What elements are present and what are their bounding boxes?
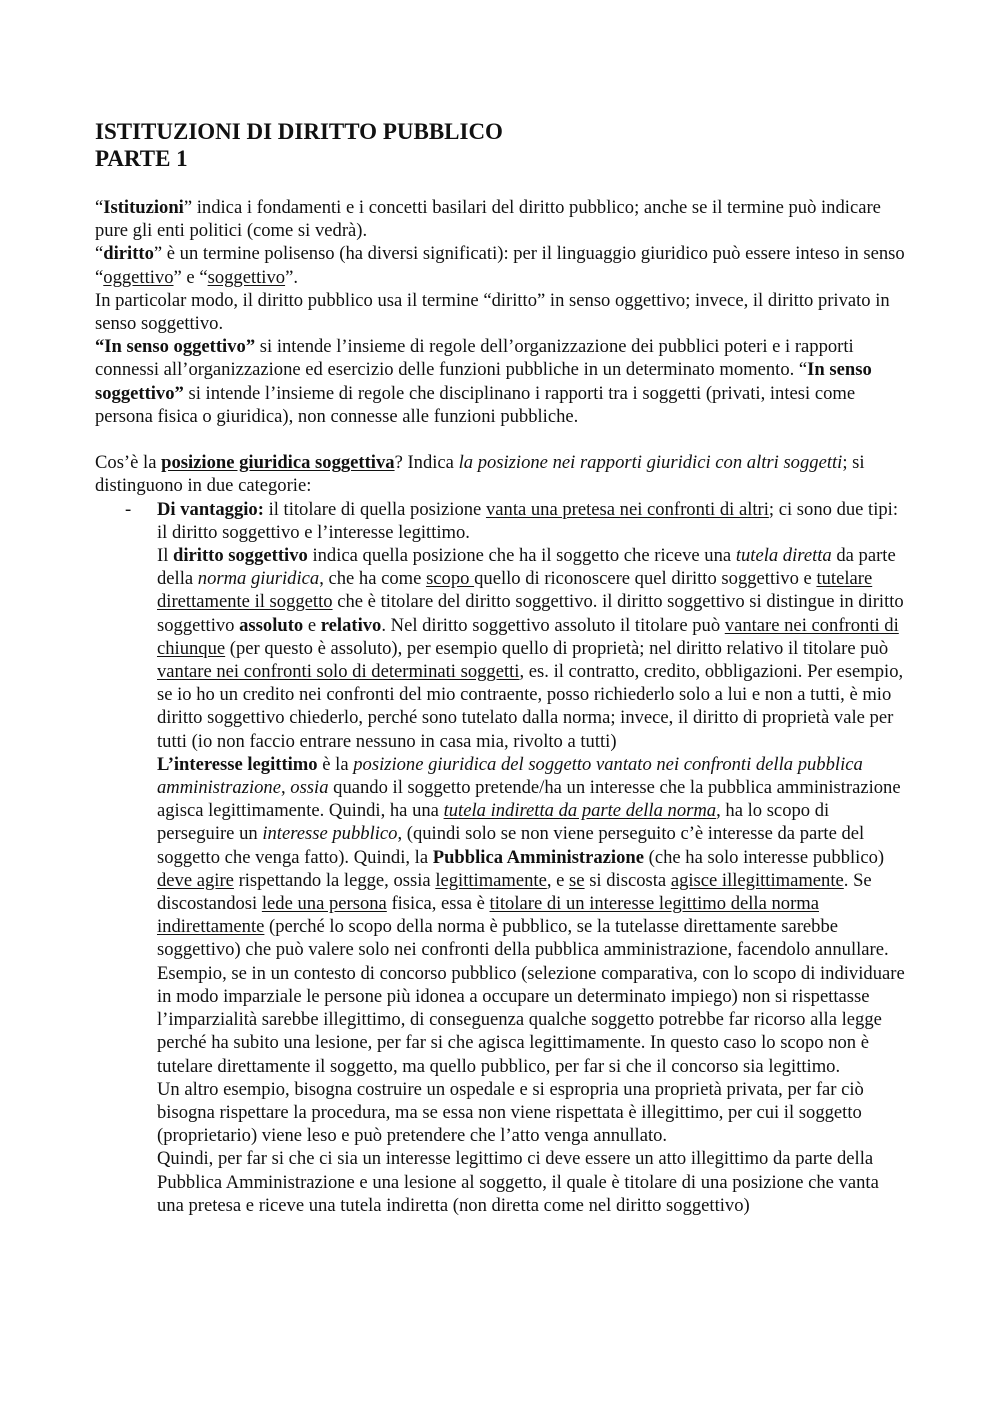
text-span: , che ha come bbox=[319, 568, 427, 590]
text-span: “ bbox=[95, 197, 104, 218]
text-span: e bbox=[303, 614, 321, 636]
text-span: ; ci sono due tipi: il diritto soggettivo e l’interesse legittimo. bbox=[157, 498, 899, 543]
text-span: indica quella posizione che ha il soggetto che riceve una bbox=[307, 545, 736, 567]
italic-text: tutela diretta bbox=[735, 545, 832, 567]
text-span: è la bbox=[317, 753, 354, 775]
text-span: ; si distinguono in due categorie: bbox=[95, 452, 865, 497]
text-span: , es. il contratto, credito, obbligazioni. Per esempio, se io ho un credito nei confronti del mio contraente, posso richiederlo solo a lui e non a tutti, è mio diritto soggettivo chiederlo, perché sono tutelato dalla norma; invece, il diritto di proprietà vale per tutti (io non faccio entrare nessuno in casa mia, rivolto a tutti) bbox=[157, 661, 904, 752]
underlined-term: legittimamente bbox=[435, 869, 547, 891]
paragraph-istituzioni bbox=[95, 196, 910, 242]
bold-term: L’interesse legittimo bbox=[157, 753, 318, 775]
italic-text: interesse pubblico bbox=[262, 823, 398, 845]
text-span: rispettando la legge, ossia bbox=[233, 869, 436, 891]
underlined-term: vantare nei confronti di chiunque bbox=[157, 614, 899, 659]
text-span: Cos’è la bbox=[95, 452, 162, 474]
bold-term: In senso soggettivo” bbox=[95, 359, 872, 404]
document-title bbox=[95, 118, 503, 172]
text-span: quello di riconoscere quel diritto soggettivo e bbox=[474, 568, 817, 590]
bullet-dash: - bbox=[125, 498, 132, 520]
underlined-term: agisce illegittimamente bbox=[670, 869, 844, 891]
paragraph-posizione bbox=[95, 451, 910, 497]
bold-term: Pubblica Amministrazione bbox=[432, 846, 644, 868]
bold-term: relativo bbox=[320, 614, 382, 636]
bold-term: diritto soggettivo bbox=[173, 545, 308, 567]
italic-text: la posizione nei rapporti giuridici con altri soggetti bbox=[458, 452, 843, 474]
text-span: , e bbox=[546, 869, 570, 891]
underlined-term: soggettivo bbox=[207, 266, 286, 288]
title-line-1: ISTITUZIONI DI DIRITTO PUBBLICO bbox=[95, 119, 503, 144]
bold-term: Istituzioni bbox=[103, 197, 184, 218]
text-span: , bbox=[280, 777, 291, 799]
paragraph-diritto-soggettivo bbox=[95, 544, 910, 753]
text-span: si discosta bbox=[584, 869, 671, 891]
underlined-term: titolare di un interesse legittimo della norma indirettamente bbox=[157, 893, 819, 938]
italic-text: norma giuridica bbox=[197, 568, 320, 590]
list-item-di-vantaggio bbox=[95, 498, 910, 544]
text-span: . Se discostandosi bbox=[157, 869, 872, 915]
text-span: ” indica i fondamenti e i concetti basilari del diritto pubblico; anche se il termine può indicare pure gli enti politici (come si vedrà). bbox=[95, 197, 881, 242]
paragraph-diritto bbox=[95, 242, 910, 288]
bold-term: assoluto bbox=[239, 614, 304, 636]
paragraph-senso bbox=[95, 335, 910, 428]
text-span: si intende l’insieme di regole che disciplinano i rapporti tra i soggetti (privati, intesi come persona fisica o giuridica), non connesse alle funzioni pubbliche. bbox=[95, 382, 856, 427]
paragraph-pubblico-privato: In particolar modo, il diritto pubblico usa il termine “diritto” in senso oggettivo; invece, il diritto privato in senso soggettivo. bbox=[95, 289, 890, 335]
text-span: che è titolare del diritto soggettivo. il diritto soggettivo si distingue in diritto soggettivo bbox=[157, 591, 904, 636]
italic-text: posizione giuridica del soggetto vantato nei confronti della pubblica amministrazione bbox=[157, 753, 863, 799]
text-span: ”. bbox=[285, 266, 298, 288]
italic-underlined-term: tutela indiretta da parte della norma bbox=[443, 800, 717, 822]
title-line-2: PARTE 1 bbox=[95, 146, 188, 171]
bold-underlined-term: posizione giuridica soggettiva bbox=[161, 452, 395, 474]
text-span: ” e “ bbox=[173, 266, 208, 288]
text-span: quando il soggetto pretende/ha un interesse che la pubblica amministrazione agisca legittimamente. Quindi, ha una bbox=[157, 777, 901, 822]
text-span: (perché lo scopo della norma è pubblico, se la tutelasse direttamente sarebbe soggettivo) che può valere solo nei confronti della pubblica amministrazione, facendolo annullare. bbox=[157, 916, 889, 961]
underlined-term: vanta una pretesa nei confronti di altri bbox=[485, 498, 769, 520]
text-span: . Nel diritto soggettivo assoluto il titolare può bbox=[381, 614, 725, 636]
paragraph-interesse-legittimo bbox=[95, 753, 910, 962]
underlined-term: tutelare direttamente il soggetto bbox=[157, 568, 873, 613]
underlined-term: se bbox=[569, 869, 585, 891]
text-span: , (quindi solo se non viene perseguito c’è interesse da parte del soggetto che venga fatto). Quindi, la bbox=[157, 823, 865, 868]
text-span: il titolare di quella posizione bbox=[263, 498, 486, 520]
paragraph-gap bbox=[95, 428, 910, 451]
text-span: da parte della bbox=[157, 545, 896, 590]
bold-term: diritto bbox=[103, 243, 154, 265]
underlined-term: oggettivo bbox=[103, 266, 174, 288]
paragraph-conclusione: Quindi, per far si che ci sia un interesse legittimo ci deve essere un atto illegittimo da parte della Pubblica Amministrazione e una lesione al soggetto, il quale è titolare di una posizione che vanta una pretesa e riceve una tutela indiretta (non diretta come nel diritto soggettivo) bbox=[157, 1148, 879, 1216]
text-span: “ bbox=[95, 243, 104, 265]
document-body bbox=[95, 196, 910, 1217]
text-span: (che ha solo interesse pubblico) bbox=[643, 846, 885, 868]
text-span: Il bbox=[157, 545, 174, 567]
text-span: ” è un termine polisenso (ha diversi significati): per il linguaggio giuridico può essere inteso in senso “ bbox=[95, 243, 905, 288]
bold-term: Di vantaggio: bbox=[157, 498, 264, 520]
text-span: , ha lo scopo di perseguire un bbox=[157, 800, 830, 845]
paragraph-esempio-ospedale: Un altro esempio, bisogna costruire un ospedale e si espropria una proprietà privata, per far ciò bisogna rispettare la procedura, ma se essa non viene rispettata è illegittimo, per cui il soggetto (proprietario) viene leso e può pretendere che l’atto venga annullato. bbox=[157, 1078, 864, 1147]
underlined-term: scopo bbox=[426, 568, 475, 590]
italic-text: ossia bbox=[290, 777, 329, 799]
underlined-term: deve agire bbox=[157, 869, 234, 891]
underlined-term: vantare nei confronti solo di determinati soggetti bbox=[157, 661, 520, 683]
paragraph-esempio-concorso: Esempio, se in un contesto di concorso pubblico (selezione comparativa, con lo scopo di individuare in modo imparziale le persone più idonea a occupare un determinato impiego) non si rispettasse l’imparzialità sarebbe illegittimo, di conseguenza qualche soggetto potrebbe far ricorso alla legge perché ha subito una lesione, per far si che agisca legittimamente. In questo caso lo scopo non è tutelare direttamente il soggetto, ma quello pubblico, per far si che il concorso sia legittimo. bbox=[157, 962, 905, 1077]
text-span: ? Indica bbox=[394, 452, 459, 474]
text-span: si intende l’insieme di regole dell’organizzazione dei pubblici poteri e i rapporti connessi all’organizzazione ed esercizio delle funzioni pubbliche in un determinato momento. “ bbox=[95, 336, 854, 381]
bold-term: “In senso oggettivo” bbox=[95, 336, 256, 358]
underlined-term: lede una persona bbox=[261, 893, 387, 915]
text-span: (per questo è assoluto), per esempio quello di proprietà; nel diritto relativo il titolare può bbox=[225, 637, 889, 659]
text-span: fisica, essa è bbox=[386, 893, 490, 915]
